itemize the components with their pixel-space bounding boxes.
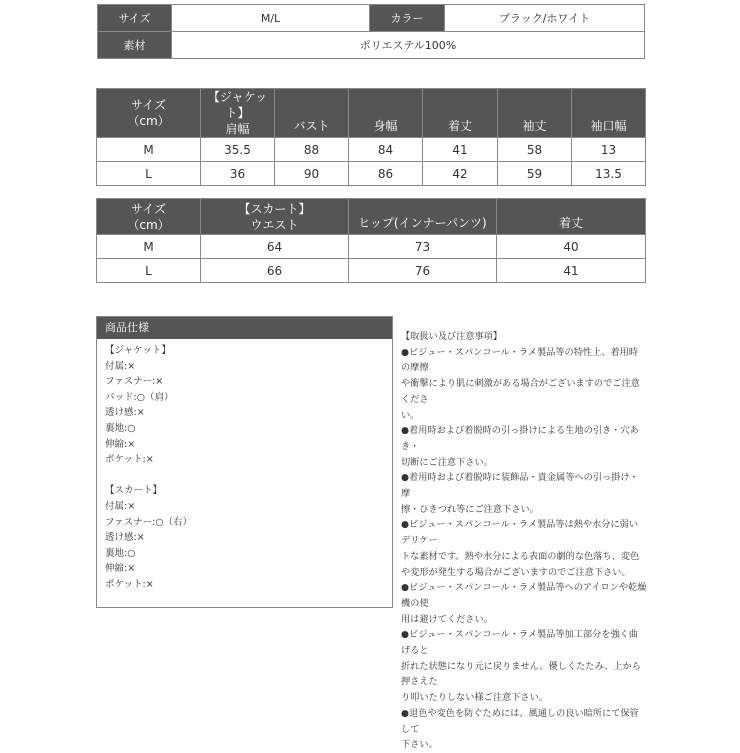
care-line: ●ビジュー・スパンコール・ラメ製品等へのアイロンや乾燥機の使: [401, 582, 647, 609]
row-size: L: [97, 259, 201, 283]
table-row: [97, 138, 646, 162]
spec-line: 付属:×: [105, 360, 136, 372]
jacket-size-table: [96, 88, 646, 186]
size-label: サイズ: [98, 5, 172, 32]
care-line: 折れた状態になり元に戻りません。優しくたたみ、上から押さえた: [401, 660, 641, 688]
spec-line: 透け感:×: [105, 407, 145, 419]
jacket-header-label: 身幅: [373, 119, 398, 133]
table-cell: 41: [497, 259, 646, 283]
table-cell: 13: [572, 138, 646, 162]
table-cell: 66: [201, 259, 349, 283]
color-value: ブラック/ホワイト: [445, 5, 645, 32]
spec-line: ポケット:×: [105, 578, 154, 590]
spec-title: 商品仕様: [97, 317, 392, 339]
table-cell: 35.5: [201, 138, 275, 162]
row-size: M: [97, 138, 201, 162]
skirt-size-table: [96, 198, 646, 283]
care-line: ●ビジュー・スパンコール・ラメ製品等加工部分を強く曲げると: [401, 629, 639, 657]
jacket-corner-header: [97, 89, 201, 138]
table-cell: 41: [423, 138, 498, 162]
spec-body: [97, 339, 392, 593]
spec-line: ポケット:×: [105, 454, 154, 466]
jacket-header-label: 袖口幅: [590, 119, 627, 133]
care-notes: [401, 329, 647, 753]
table-cell: 13.5: [572, 162, 646, 186]
skirt-section-label: 【スカート】: [238, 201, 311, 216]
care-line: ●ビジュー・スパンコール・ラメ製品等の特性上、着用時の摩擦: [401, 346, 639, 374]
jacket-header-label: 肩幅: [225, 122, 250, 136]
care-line: 擦・ひきつれ等にご注意下さい。: [401, 503, 539, 515]
table-row: [97, 162, 646, 186]
skirt-header-label: 着丈: [558, 216, 583, 230]
table-cell: 64: [201, 235, 349, 259]
skirt-corner-line2: （cm）: [127, 217, 170, 232]
jacket-header-length: [423, 89, 498, 138]
jacket-corner-line1: サイズ: [130, 98, 167, 112]
spec-line: 裏地:○: [105, 547, 136, 559]
jacket-header-width: [349, 89, 423, 138]
table-cell: 42: [423, 162, 498, 186]
spec-box: [96, 316, 393, 608]
row-size: M: [97, 235, 201, 259]
table-row: [97, 259, 646, 283]
jacket-header-shoulder: [201, 89, 275, 138]
table-cell: 40: [497, 235, 646, 259]
jacket-header-cuff: [572, 89, 646, 138]
care-line: 下さい。: [401, 739, 438, 751]
table-cell: 86: [349, 162, 423, 186]
table-cell: 36: [201, 162, 275, 186]
table-cell: 73: [349, 235, 497, 259]
spec-line: 伸縮:×: [105, 438, 136, 450]
care-line: 切断にご注意下さい。: [401, 456, 493, 468]
care-line: や衝撃により肌に刺激がある場合がございますのでご注意くださ: [401, 378, 640, 405]
jacket-header-sleeve: [498, 89, 572, 138]
spec-line: 伸縮:×: [105, 563, 136, 575]
care-line: い。: [401, 409, 420, 421]
table-cell: 58: [498, 138, 572, 162]
skirt-corner-line1: サイズ: [130, 201, 167, 216]
skirt-header-hip: [349, 199, 497, 235]
jacket-header-label: バスト: [293, 119, 330, 133]
spec-line: 裏地:○: [105, 422, 136, 434]
table-cell: 84: [349, 138, 423, 162]
spec-line: 付属:×: [105, 500, 136, 512]
care-line: 【取扱い及び注意事項】: [401, 331, 503, 342]
row-size: L: [97, 162, 201, 186]
care-line: ●着用時および着脱時に装飾品・貴金属等への引っ掛け・摩: [401, 472, 639, 500]
skirt-header-label: ヒップ(インナーパンツ): [358, 216, 487, 230]
skirt-header-label: ウエスト: [250, 217, 299, 232]
jacket-section-label: 【ジャケット】: [207, 90, 268, 120]
spec-skirt-heading: 【スカート】: [105, 485, 163, 497]
material-label: 素材: [98, 32, 172, 59]
spec-line: 透け感:×: [105, 532, 145, 544]
care-line: ●ビジュー・スパンコール・ラメ製品等は熱や水分に弱いデリケー: [401, 519, 639, 547]
care-line: ●着用時および着脱時の引っ掛けによる生地の引き・穴あき・: [401, 425, 639, 452]
care-line: や変形が発生する場合がございますのでご注意下さい。: [401, 566, 631, 578]
table-cell: 59: [498, 162, 572, 186]
basic-info-table: [97, 4, 645, 59]
spec-line: ファスナー:×: [105, 376, 164, 388]
spec-line: ファスナー:○（右）: [105, 516, 193, 528]
size-value: M/L: [172, 5, 370, 32]
care-line: り叩いたりしない様ご注意下さい。: [401, 692, 548, 704]
jacket-header-label: 袖丈: [522, 119, 547, 133]
jacket-header-bust: [275, 89, 349, 138]
table-row: [97, 235, 646, 259]
spec-line: パッド:○（肩）: [105, 391, 174, 403]
table-cell: 88: [275, 138, 349, 162]
color-label: カラー: [370, 5, 445, 32]
care-line: ●退色や変色を防ぐためには、風通しの良い暗所にて保管して: [401, 707, 639, 735]
table-cell: 76: [349, 259, 497, 283]
table-cell: 90: [275, 162, 349, 186]
jacket-header-label: 着丈: [447, 119, 472, 133]
skirt-corner-header: [97, 199, 201, 235]
skirt-header-waist: [201, 199, 349, 235]
material-value: ポリエステル100%: [172, 32, 645, 59]
spec-jacket-heading: 【ジャケット】: [105, 345, 171, 356]
care-line: 用は避けてください。: [401, 613, 493, 625]
jacket-corner-line2: （cm）: [127, 114, 170, 128]
skirt-header-length: [497, 199, 646, 235]
care-line: トな素材です。熱や水分による表面の劇的な色落ち、変色: [401, 550, 640, 562]
